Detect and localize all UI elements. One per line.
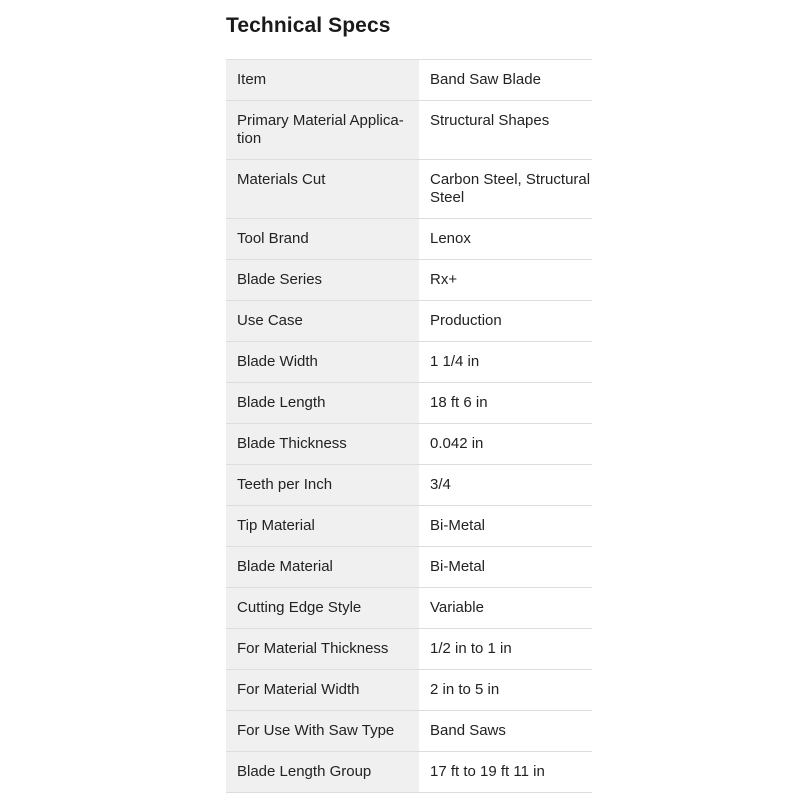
- spec-row-primary-material-application: [226, 101, 592, 160]
- spec-value: 18 ft 6 in: [419, 383, 592, 424]
- spec-value: 1/2 in to 1 in: [419, 629, 592, 670]
- spec-value: 0.042 in: [419, 424, 592, 465]
- spec-label: Item: [226, 60, 419, 101]
- spec-label: For Material Width: [226, 670, 419, 711]
- spec-row-blade-length-group: [226, 752, 592, 793]
- spec-row-for-use-with-saw-type: [226, 711, 592, 752]
- spec-row-item: [226, 60, 592, 101]
- spec-row-tip-material: [226, 506, 592, 547]
- spec-value: Rx+: [419, 260, 592, 301]
- spec-value: 3/4: [419, 465, 592, 506]
- spec-label: Use Case: [226, 301, 419, 342]
- section-title: Technical Specs: [226, 14, 391, 37]
- spec-label: Tool Brand: [226, 219, 419, 260]
- spec-value: Production: [419, 301, 592, 342]
- spec-label: Blade Thickness: [226, 424, 419, 465]
- spec-row-for-material-thickness: [226, 629, 592, 670]
- spec-row-tool-brand: [226, 219, 592, 260]
- spec-value: 2 in to 5 in: [419, 670, 592, 711]
- spec-value: 1 1/4 in: [419, 342, 592, 383]
- spec-label: Primary Material Application: [226, 101, 419, 160]
- spec-row-for-material-width: [226, 670, 592, 711]
- spec-label: Cutting Edge Style: [226, 588, 419, 629]
- spec-value: Band Saws: [419, 711, 592, 752]
- spec-value: 17 ft to 19 ft 11 in: [419, 752, 592, 793]
- spec-value: Variable: [419, 588, 592, 629]
- spec-value: Bi-Metal: [419, 547, 592, 588]
- spec-value: Lenox: [419, 219, 592, 260]
- spec-label: Blade Material: [226, 547, 419, 588]
- specs-table: [226, 59, 592, 793]
- spec-label: For Material Thickness: [226, 629, 419, 670]
- spec-row-teeth-per-inch: [226, 465, 592, 506]
- spec-value: Carbon Steel, Structural Steel: [419, 160, 592, 219]
- spec-value: Structural Shapes: [419, 101, 592, 160]
- spec-row-use-case: [226, 301, 592, 342]
- spec-row-blade-material: [226, 547, 592, 588]
- spec-label: Teeth per Inch: [226, 465, 419, 506]
- spec-label: Blade Width: [226, 342, 419, 383]
- spec-label: Blade Length Group: [226, 752, 419, 793]
- spec-row-materials-cut: [226, 160, 592, 219]
- spec-row-cutting-edge-style: [226, 588, 592, 629]
- spec-label: Materials Cut: [226, 160, 419, 219]
- spec-label: For Use With Saw Type: [226, 711, 419, 752]
- spec-row-blade-length: [226, 383, 592, 424]
- spec-row-blade-series: [226, 260, 592, 301]
- spec-label: Blade Series: [226, 260, 419, 301]
- spec-label: Blade Length: [226, 383, 419, 424]
- spec-value: Bi-Metal: [419, 506, 592, 547]
- spec-row-blade-width: [226, 342, 592, 383]
- spec-label: Tip Material: [226, 506, 419, 547]
- spec-row-blade-thickness: [226, 424, 592, 465]
- spec-value: Band Saw Blade: [419, 60, 592, 101]
